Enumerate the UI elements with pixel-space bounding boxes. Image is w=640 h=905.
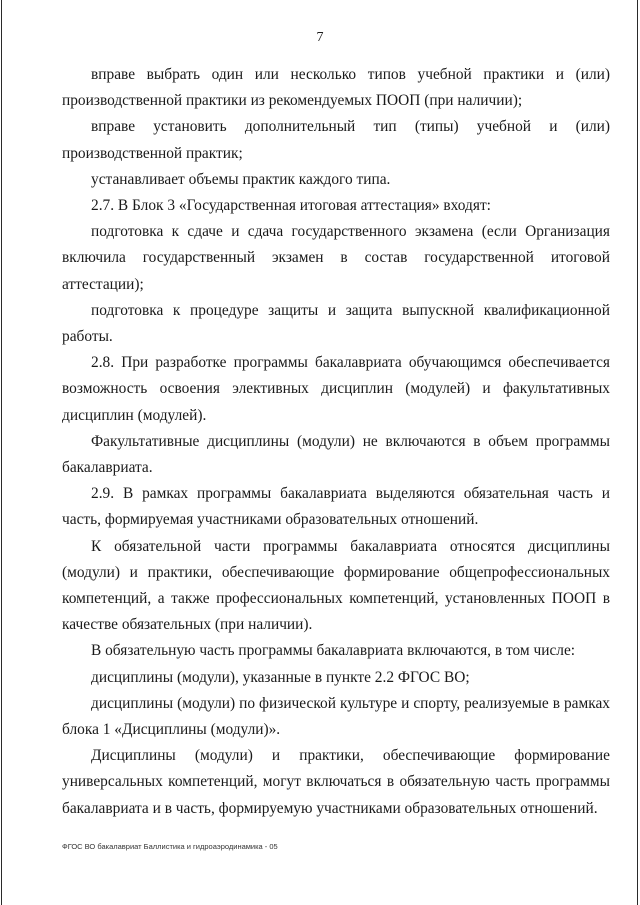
scan-edge-right bbox=[637, 0, 638, 905]
document-footer: ФГОС ВО бакалавриат Баллистика и гидроаэродинамика - 05 bbox=[62, 842, 278, 851]
paragraph: вправе установить дополнительный тип (типы) учебной и (или) производственной практик; bbox=[62, 118, 610, 162]
paragraph: устанавливает объемы практик каждого типа. bbox=[91, 170, 391, 188]
scan-edge-left bbox=[1, 0, 2, 905]
paragraph: подготовка к сдаче и сдача государственного экзамена (если Организация включила государственный экзамен в состав государственной итоговой аттестации); bbox=[62, 223, 610, 293]
document-body bbox=[62, 62, 610, 822]
paragraph: Дисциплины (модули) и практики, обеспечивающие формирование универсальных компетенций, могут включаться в обязательную часть программы бакалавриата и в часть, формируемую участниками образовательных отношений. bbox=[62, 747, 610, 817]
paragraph: 2.7. В Блок 3 «Государственная итоговая аттестация» входят: bbox=[91, 197, 491, 215]
paragraph: вправе выбрать один или несколько типов учебной практики и (или) производственной практики из рекомендуемых ПООП (при наличии); bbox=[62, 66, 610, 110]
paragraph: дисциплины (модули) по физической культуре и спорту, реализуемые в рамках блока 1 «Дисциплины (модули)». bbox=[62, 694, 610, 739]
paragraph: 2.8. При разработке программы бакалавриата обучающимся обеспечивается возможность освоения элективных дисциплин (модулей) и факультативных дисциплин (модулей). bbox=[62, 354, 610, 424]
paragraph: К обязательной части программы бакалавриата относятся дисциплины (модули) и практики, обеспечивающие формирование общепрофессиональных компетенций, а также профессиональных компетенций, установленных ПООП в качестве обязательных (при наличии). bbox=[62, 537, 610, 634]
paragraph: В обязательную часть программы бакалавриата включаются, в том числе: bbox=[91, 642, 576, 660]
paragraph: Факультативные дисциплины (модули) не включаются в объем программы бакалавриата. bbox=[62, 432, 610, 477]
paragraph: подготовка к процедуре защиты и защита выпускной квалификационной работы. bbox=[62, 301, 610, 346]
paragraph: 2.9. В рамках программы бакалавриата выделяются обязательная часть и часть, формируемая участниками образовательных отношений. bbox=[62, 485, 610, 529]
page-number: 7 bbox=[316, 30, 324, 45]
paragraph: дисциплины (модули), указанные в пункте 2.2 ФГОС ВО; bbox=[91, 668, 470, 686]
